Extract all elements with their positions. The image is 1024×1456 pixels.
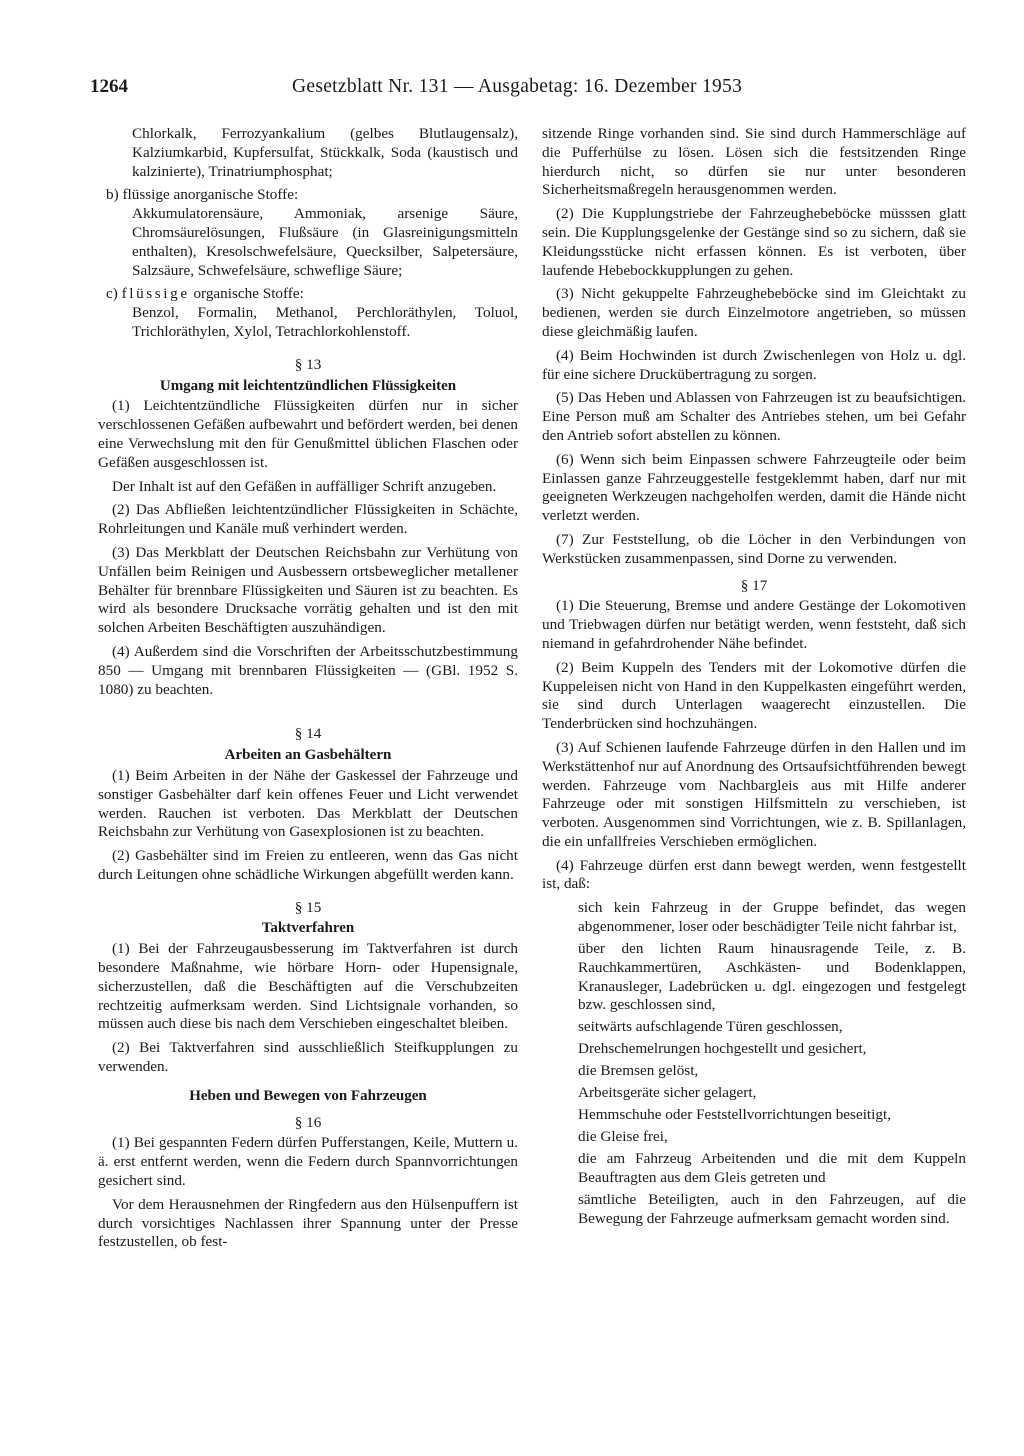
left-column xyxy=(98,125,518,1257)
section-13-number: § 13 xyxy=(294,355,322,373)
page-header xyxy=(90,76,936,106)
list-item-c-suffix: organische Stoffe: xyxy=(189,285,304,303)
right-column xyxy=(542,125,966,1232)
list-item-b-body: Akkumulatorensäure, Ammoniak, arsenige Säure, Chromsäurelösungen, Flußsäure (in Glasreinigungsmitteln enthalten), Kresolschwefelsäure, Quecksilber, Salpetersäure, Salzsäure, Schwefelsäure, schweflige Säure; xyxy=(132,205,518,279)
section-16-paragraph: (6) Wenn sich beim Einpassen schwere Fahrzeugteile oder beim Einlassen ganze Fahrzeuggestelle festgeklemmt haben, darf nur mit geeigneten Werkzeugen nachgeholfen werden, damit die Hände nicht verletzt werden. xyxy=(542,450,966,525)
list-item: seitwärts aufschlagende Türen geschlossen, xyxy=(578,1018,843,1036)
section-15-number: § 15 xyxy=(294,898,322,916)
section-13-paragraph: (3) Das Merkblatt der Deutschen Reichsbahn zur Verhütung von Unfällen beim Reinigen und Ausbessern ortsbeweglicher metallener Behälter für brennbare Flüssigkeiten und Säuren ist zu beachten. Es wird als besondere Drucksache vorrätig gehalten und ist den mit solchen Arbeiten Beschäftigten auszuhändigen. xyxy=(98,543,518,637)
section-13-paragraph: Der Inhalt ist auf den Gefäßen in auffälliger Schrift anzugeben. xyxy=(112,477,497,495)
list-item: sämtliche Beteiligten, auch in den Fahrzeugen, auf die Bewegung der Fahrzeuge aufmerksam gemacht worden sind. xyxy=(578,1191,966,1227)
section-17-paragraph: (4) Fahrzeuge dürfen erst dann bewegt werden, wenn festgestellt ist, daß: xyxy=(542,856,966,893)
list-item-c-spaced-word: flüssige xyxy=(121,285,190,303)
list-item: die Gleise frei, xyxy=(578,1128,668,1146)
section-16-paragraph: (7) Zur Feststellung, ob die Löcher in den Verbindungen von Werkstücken zusammenpassen, sind Dorne zu verwenden. xyxy=(542,530,966,567)
section-16-paragraph: (2) Die Kupplungstriebe der Fahrzeughebeböcke müsssen glatt sein. Die Kupplungsgelenke der Gestänge sind so zu sichern, daß sie Kleidungsstücke nicht erfassen können. Es ist verboten, über laufende Hebebockkupplungen zu gehen. xyxy=(542,205,966,279)
conditions-list xyxy=(542,899,966,1228)
section-16-number: § 16 xyxy=(294,1113,322,1131)
section-16-paragraph: (4) Beim Hochwinden ist durch Zwischenlegen von Holz u. dgl. für eine sichere Druckübertragung zu sorgen. xyxy=(542,346,966,383)
section-14-paragraph: (2) Gasbehälter sind im Freien zu entleeren, wenn das Gas nicht durch Leitungen ohne schädliche Wirkungen abgefüllt werden kann. xyxy=(98,847,518,883)
list-item-c xyxy=(98,285,518,341)
list-item: Hemmschuhe oder Feststellvorrichtungen beseitigt, xyxy=(578,1106,891,1124)
section-15-title: Taktverfahren xyxy=(261,920,355,937)
section-14-number: § 14 xyxy=(294,725,322,743)
section-16-continuation: sitzende Ringe vorhanden sind. Sie sind durch Hammerschläge auf die Pufferhülse zu lösen. Lösen sich die festsitzenden Ringe hierdurch nicht, so dürfen sie nur unter besonderen Sicherheitsmaßregeln herausgenommen werden. xyxy=(542,125,966,199)
list-item: die Bremsen gelöst, xyxy=(578,1062,699,1080)
list-item: sich kein Fahrzeug in der Gruppe befindet, das wegen abgenommener, loser oder beschädigter Teile nicht fahrbar ist, xyxy=(578,899,966,936)
page-number: 1264 xyxy=(90,76,128,97)
part-heading-heben: Heben und Bewegen von Fahrzeugen xyxy=(189,1087,427,1104)
section-17-number: § 17 xyxy=(740,576,768,594)
list-item-c-body: Benzol, Formalin, Methanol, Perchloräthylen, Toluol, Trichloräthylen, Xylol, Tetrachlorkohlenstoff. xyxy=(132,304,518,340)
section-17-paragraph: (2) Beim Kuppeln des Tenders mit der Lokomotive dürfen die Kuppeleisen nicht von Hand in den Kuppelkasten eingeführt werden, sie sind durch Unterlagen waagerecht einzustellen. Die Tenderbrücken sind hochzuhängen. xyxy=(542,658,966,733)
section-14-title: Arbeiten an Gasbehältern xyxy=(224,747,392,764)
list-item-b-heading: b) flüssige anorganische Stoffe: xyxy=(106,186,299,204)
section-14-paragraph: (1) Beim Arbeiten in der Nähe der Gaskessel der Fahrzeuge und sonstiger Gasbehälter darf kein offenes Feuer und Licht verwendet werden. Rauchen ist verboten. Das Merkblatt der Deutschen Reichsbahn zur Verhütung von Gasexplosionen ist zu beachten. xyxy=(98,766,518,841)
section-15-paragraph: (2) Bei Taktverfahren sind ausschließlich Steifkupplungen zu verwenden. xyxy=(98,1039,518,1076)
list-item-c-heading xyxy=(98,285,518,304)
list-continuation: Chlorkalk, Ferrozyankalium (gelbes Blutlaugensalz), Kalziumkarbid, Kupfersulfat, Stückkalk, Soda (kaustisch und kalzinierte), Trinatriumphosphat; xyxy=(132,125,518,180)
section-17-paragraph: (1) Die Steuerung, Bremse und andere Gestänge der Lokomotiven und Triebwagen dürfen nur betätigt werden, wenn feststeht, daß sich niemand in gefahrdrohender Nähe befindet. xyxy=(542,597,966,652)
section-13-paragraph: (2) Das Abfließen leichtentzündlicher Flüssigkeiten in Schächte, Rohrleitungen und Kanäle muß verhindert werden. xyxy=(98,501,518,538)
list-item: über den lichten Raum hinausragende Teile, z. B. Rauchkammertüren, Aschkästen- und Bodenklappen, Kranausleger, Ladebrücken u. dgl. eingezogen und festgelegt bzw. geschlossen sind, xyxy=(578,940,966,1014)
section-16-paragraph: (5) Das Heben und Ablassen von Fahrzeugen ist zu beaufsichtigen. Eine Person muß am Schalter des Antriebes stehen, um bei Gefahr den Antrieb sofort abstellen zu können. xyxy=(542,389,966,444)
section-13-title: Umgang mit leichtentzündlichen Flüssigkeiten xyxy=(159,377,457,394)
list-item: die am Fahrzeug Arbeitenden und die mit dem Kuppeln Beauftragten aus dem Gleis getreten und xyxy=(578,1150,966,1187)
list-item: Arbeitsgeräte sicher gelagert, xyxy=(578,1084,757,1102)
section-16-paragraph: (3) Nicht gekuppelte Fahrzeughebeböcke sind im Gleichtakt zu bedienen, werden sie durch Einzelmotore angetrieben, so müssen diese gleichmäßig laufen. xyxy=(542,285,966,340)
list-item: Drehschemelrungen hochgestellt und gesichert, xyxy=(578,1040,867,1058)
section-15-paragraph: (1) Bei der Fahrzeugausbesserung im Taktverfahren ist durch besondere Maßnahme, wie hörbare Horn- oder Hupensignale, sicherzustellen, daß die Beschäftigten auf die Verschubzeiten rechtzeitig aufmerksam werden. Sind Lichtsignale vorhanden, so müssen auch diese bis nach dem Verschieben eingeschaltet bleiben. xyxy=(98,940,518,1033)
section-13-paragraph: (1) Leichtentzündliche Flüssigkeiten dürfen nur in sicher verschlossenen Gefäßen aufbewahrt und befördert werden, bei denen eine Verwechslung mit den für Genußmittel üblichen Flaschen oder Gefäßen ausgeschlossen ist. xyxy=(98,397,519,471)
list-item-b xyxy=(98,186,518,280)
list-item-c-prefix: c) xyxy=(106,285,122,303)
section-17-paragraph: (3) Auf Schienen laufende Fahrzeuge dürfen in den Hallen und im Werkstättenhof nur auf Anordnung des Ortsaufsichtführenden bewegt werden. Fahrzeuge vom Nachbargleis aus mit Hilfe anderer Fahrzeuge oder mit sonstigen Hilfsmitteln zu verschieben, ist verboten. Ausgenommen sind Vorrichtungen, wie z. B. Spillanlagen, die ein unfallfreies Verschieben ermöglichen. xyxy=(542,738,966,850)
section-16-paragraph: Vor dem Herausnehmen der Ringfedern aus den Hülsenpuffern ist durch vorsichtiges Nachlassen ihrer Spannung unter der Presse festzustellen, ob fest- xyxy=(98,1195,518,1251)
section-13-paragraph: (4) Außerdem sind die Vorschriften der Arbeitsschutzbestimmung 850 — Umgang mit brennbaren Flüssigkeiten — (GBl. 1952 S. 1080) zu beachten. xyxy=(98,642,518,698)
header-title: Gesetzblatt Nr. 131 — Ausgabetag: 16. Dezember 1953 xyxy=(292,76,743,97)
section-16-paragraph: (1) Bei gespannten Federn dürfen Pufferstangen, Keile, Muttern u. ä. erst entfernt werden, wenn die Federn durch Spannvorrichtungen gesichert sind. xyxy=(98,1134,518,1190)
